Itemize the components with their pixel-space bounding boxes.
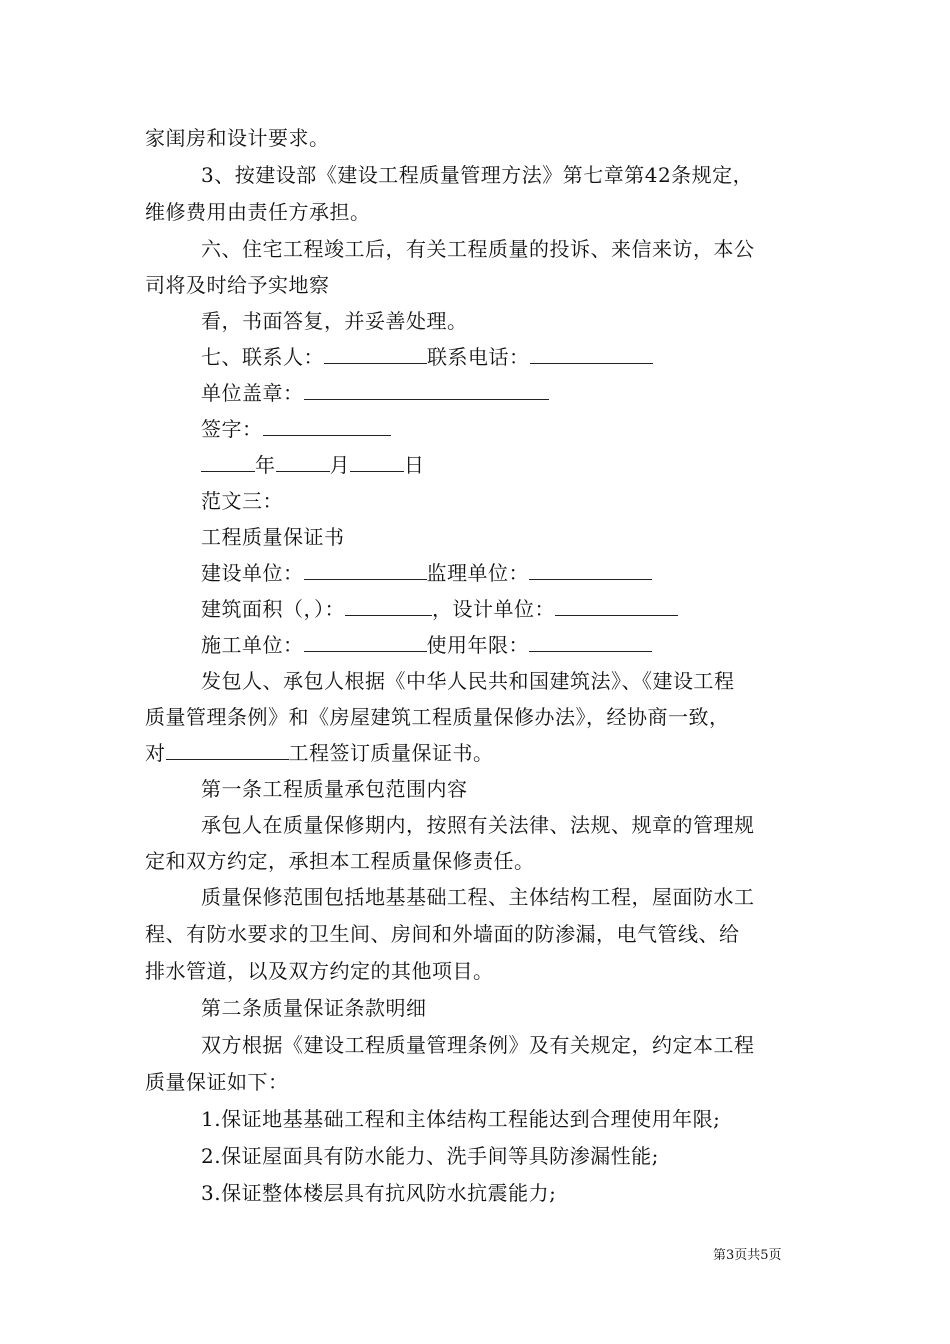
date-line — [201, 453, 425, 477]
text: 工程质量保证书 — [201, 525, 345, 549]
text: 3、按建设部《建设工程质量管理方法》第七章第42条规定， — [201, 163, 754, 187]
paragraph-line — [145, 922, 740, 946]
contact-phone-blank — [530, 346, 653, 364]
paragraph-line — [201, 813, 755, 837]
text: 看，书面答复，并妥善处理。 — [201, 309, 468, 333]
text: 范文三： — [201, 489, 283, 513]
list-item — [201, 1107, 720, 1131]
text: 1.保证地基基础工程和主体结构工程能达到合理使用年限; — [201, 1107, 721, 1131]
contact-person-blank — [324, 346, 427, 364]
text: 程、有防水要求的卫生间、房间和外墙面的防渗漏，电气管线、给 — [145, 922, 740, 946]
supervisor-label: 监理单位： — [426, 561, 529, 585]
contact-phone-label: 联系电话： — [427, 345, 530, 369]
form-line — [201, 597, 678, 621]
text: 2.保证屋面具有防水能力、洗手间等具防渗漏性能; — [201, 1144, 659, 1168]
text: 承包人在质量保修期内，按照有关法律、法规、规章的管理规 — [201, 813, 755, 837]
paragraph-line — [201, 163, 753, 187]
seal-blank — [304, 382, 549, 400]
text: 工程签订质量保证书。 — [288, 741, 494, 765]
builder-label: 建设单位： — [201, 561, 304, 585]
article-heading — [201, 777, 468, 801]
list-item — [201, 1181, 556, 1205]
page-number-footer: 第3页共5页 — [713, 1248, 782, 1263]
paragraph-line — [145, 705, 730, 729]
text: 质量保修范围包括地基基础工程、主体结构工程，屋面防水工 — [201, 885, 755, 909]
builder-blank — [304, 562, 427, 580]
paragraph-line — [201, 237, 755, 261]
paragraph-line — [201, 309, 468, 333]
text: 排水管道，以及双方约定的其他项目。 — [145, 959, 494, 983]
designer-blank — [555, 598, 678, 616]
construction-blank — [304, 634, 427, 652]
text: 六、住宅工程竣工后，有关工程质量的投诉、来信来访，本公 — [201, 237, 755, 261]
text: 双方根据《建设工程质量管理条例》及有关规定，约定本工程 — [201, 1033, 755, 1057]
paragraph-line — [201, 669, 735, 693]
text: 对 — [145, 741, 166, 765]
form-line — [201, 633, 652, 657]
paragraph-line — [145, 849, 535, 873]
seal-line — [201, 381, 549, 405]
month-label: 月 — [329, 453, 350, 477]
year-label: 年 — [255, 453, 276, 477]
text: 3.保证整体楼层具有抗风防水抗震能力; — [201, 1181, 557, 1205]
designer-label: ，设计单位： — [432, 597, 555, 621]
text: 第一条工程质量承包范围内容 — [201, 777, 468, 801]
paragraph-line — [145, 1070, 289, 1094]
paragraph-line — [145, 959, 494, 983]
paragraph-line — [145, 273, 330, 297]
paragraph-line — [145, 200, 371, 224]
form-line — [201, 561, 652, 585]
month-blank — [276, 454, 330, 472]
text: 定和双方约定，承担本工程质量保修责任。 — [145, 849, 535, 873]
contact-person-label: 七、联系人： — [201, 345, 324, 369]
year-blank — [201, 454, 255, 472]
area-label: 建筑面积（，）： — [201, 597, 345, 621]
paragraph-line — [145, 741, 494, 765]
article-heading — [201, 996, 427, 1020]
text: 司将及时给予实地察 — [145, 273, 330, 297]
text: 维修费用由责任方承担。 — [145, 200, 371, 224]
day-label: 日 — [404, 453, 425, 477]
document-title — [201, 525, 345, 549]
paragraph-line — [145, 126, 330, 150]
signature-line — [201, 417, 391, 441]
section-heading — [201, 489, 283, 513]
service-life-blank — [529, 634, 652, 652]
supervisor-blank — [529, 562, 652, 580]
paragraph-line — [201, 1033, 755, 1057]
area-blank — [345, 598, 432, 616]
text: 家闺房和设计要求。 — [145, 126, 330, 150]
signature-blank — [263, 418, 391, 436]
text: 发包人、承包人根据《中华人民共和国建筑法》、《建设工程 — [201, 669, 735, 693]
signature-label: 签字： — [201, 417, 263, 441]
seal-label: 单位盖章： — [201, 381, 304, 405]
paragraph-line — [201, 885, 755, 909]
text: 第二条质量保证条款明细 — [201, 996, 427, 1020]
project-blank — [166, 742, 289, 760]
text: 质量保证如下： — [145, 1070, 289, 1094]
contact-line — [201, 345, 653, 369]
list-item — [201, 1144, 659, 1168]
text: 质量管理条例》和《房屋建筑工程质量保修办法》，经协商一致， — [145, 705, 730, 729]
service-life-label: 使用年限： — [426, 633, 529, 657]
day-blank — [350, 454, 404, 472]
construction-label: 施工单位： — [201, 633, 304, 657]
